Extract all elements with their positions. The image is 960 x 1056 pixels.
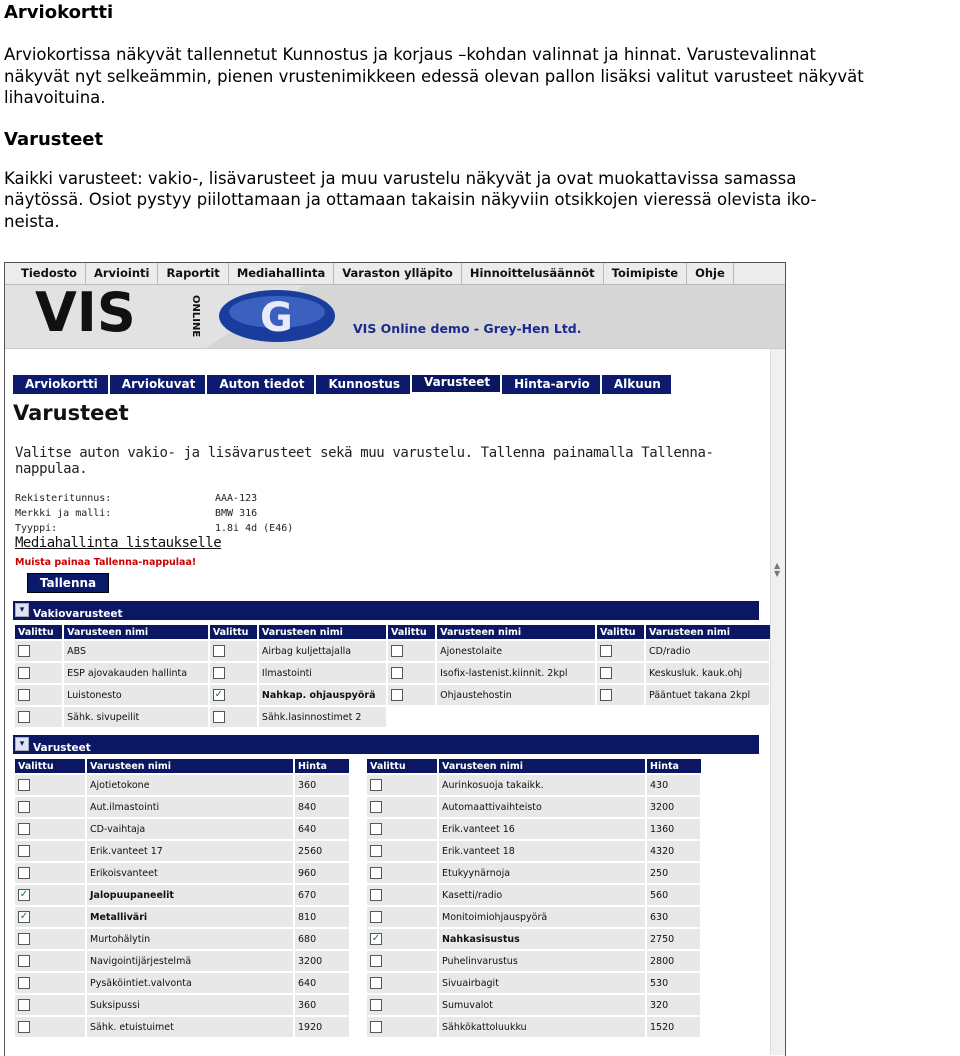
cell-price: 320 bbox=[646, 994, 701, 1016]
cell-name bbox=[438, 774, 646, 796]
checkbox[interactable] bbox=[600, 689, 612, 701]
cell-checkbox bbox=[387, 662, 436, 684]
col-header-name: Varusteen nimi bbox=[86, 759, 294, 774]
scroll-up-icon[interactable]: ▲ bbox=[774, 561, 781, 570]
info-label: Tyyppi: bbox=[15, 523, 58, 534]
equipment-name: Sumuvalot bbox=[442, 999, 493, 1011]
col-header-checked: Valittu bbox=[14, 759, 86, 774]
equipment-name: Ajotietokone bbox=[90, 779, 150, 791]
cell-name bbox=[86, 818, 294, 840]
checkbox[interactable] bbox=[370, 867, 382, 879]
cell-name bbox=[258, 662, 387, 684]
equipment-name: Luistonesto bbox=[67, 689, 122, 701]
menu-item-6[interactable]: Toimipiste bbox=[604, 263, 687, 284]
tab-1[interactable]: Arviokuvat bbox=[110, 375, 206, 394]
equipment-name: ABS bbox=[67, 645, 86, 657]
checkbox[interactable] bbox=[213, 711, 225, 723]
menu-item-3[interactable]: Mediahallinta bbox=[229, 263, 334, 284]
col-header-checked: Valittu bbox=[366, 759, 438, 774]
cell-gap bbox=[350, 928, 366, 950]
page-intro: Valitse auton vakio- ja lisävarusteet sekä muu varustelu. Tallenna painamalla Tallenna-nappulaa. bbox=[15, 445, 714, 477]
checkbox[interactable] bbox=[18, 667, 30, 679]
banner bbox=[5, 285, 785, 349]
cell-price: 840 bbox=[294, 796, 350, 818]
cell-price: 2800 bbox=[646, 950, 701, 972]
checkbox[interactable] bbox=[18, 955, 30, 967]
checkbox[interactable] bbox=[370, 1021, 382, 1033]
cell-name bbox=[438, 818, 646, 840]
checkbox[interactable] bbox=[391, 645, 403, 657]
checkbox[interactable] bbox=[370, 955, 382, 967]
checkbox[interactable] bbox=[370, 845, 382, 857]
para1-line3: lihavoituina. bbox=[4, 88, 106, 107]
tab-4[interactable]: Varusteet bbox=[412, 375, 500, 392]
equipment-name: Erik.vanteet 17 bbox=[90, 845, 163, 857]
checkbox[interactable] bbox=[370, 779, 382, 791]
equipment-name: Suksipussi bbox=[90, 999, 140, 1011]
equipment-name: Kasetti/radio bbox=[442, 889, 503, 901]
content-area bbox=[5, 349, 785, 1055]
equipment-name: Sähk.lasinnostimet 2 bbox=[261, 711, 362, 723]
cell-checkbox bbox=[209, 706, 258, 728]
cell-checkbox bbox=[209, 640, 258, 662]
equipment-name: Pääntuet takana 2kpl bbox=[649, 689, 751, 701]
equipment-name: Murtohälytin bbox=[90, 933, 151, 945]
equipment-name: CD/radio bbox=[649, 645, 691, 657]
checkbox[interactable] bbox=[370, 801, 382, 813]
col-header-name: Varusteen nimi bbox=[438, 759, 646, 774]
equipment-name: Jalopuupaneelit bbox=[90, 889, 174, 901]
cell-checkbox bbox=[14, 1016, 86, 1038]
tab-6[interactable]: Alkuun bbox=[602, 375, 671, 394]
equipment-name: Ajonestolaite bbox=[440, 645, 503, 657]
checkbox[interactable] bbox=[18, 1021, 30, 1033]
para2-line3: neista. bbox=[4, 211, 60, 231]
scrollbar[interactable] bbox=[770, 349, 785, 1055]
equipment-name: Aurinkosuoja takaikk. bbox=[442, 779, 544, 791]
equipment-name: Keskusluk. kauk.ohj bbox=[649, 667, 743, 679]
cell-checkbox bbox=[596, 706, 645, 728]
equipment-name: Erik.vanteet 18 bbox=[442, 845, 515, 857]
menu-item-4[interactable]: Varaston ylläpito bbox=[334, 263, 462, 284]
table-row bbox=[14, 994, 701, 1016]
col-header-price: Hinta bbox=[294, 759, 350, 774]
cell-name bbox=[438, 994, 646, 1016]
checkbox[interactable]: ✓ bbox=[371, 933, 381, 944]
cell-price: 640 bbox=[294, 818, 350, 840]
checkbox[interactable] bbox=[18, 977, 30, 989]
standard-equipment-table bbox=[13, 625, 771, 729]
collapse-icon[interactable]: ▾ bbox=[15, 737, 29, 751]
cell-checkbox bbox=[14, 950, 86, 972]
cell-checkbox bbox=[366, 928, 438, 950]
equipment-name: Sähk. sivupeilit bbox=[67, 711, 140, 723]
page-title: Varusteet bbox=[13, 401, 129, 425]
table-row bbox=[14, 796, 701, 818]
vehicle-info bbox=[15, 491, 293, 536]
checkbox[interactable] bbox=[18, 823, 30, 835]
cell-checkbox bbox=[14, 662, 63, 684]
cell-name bbox=[86, 774, 294, 796]
equipment-name: Erikoisvanteet bbox=[90, 867, 158, 879]
info-row bbox=[15, 521, 293, 536]
equipment-name: Ohjaustehostin bbox=[440, 689, 512, 701]
tab-5[interactable]: Hinta-arvio bbox=[502, 375, 600, 394]
cell-name bbox=[63, 684, 209, 706]
equipment-name: Nahkap. ohjauspyörä bbox=[261, 689, 376, 701]
info-row bbox=[15, 491, 293, 506]
tab-3[interactable]: Kunnostus bbox=[316, 375, 410, 394]
equipment-name: Ilmastointi bbox=[261, 667, 312, 679]
table-row bbox=[14, 950, 701, 972]
checkbox[interactable]: ✓ bbox=[214, 689, 223, 700]
col-header-name: Varusteen nimi bbox=[645, 625, 770, 640]
cell-gap bbox=[350, 950, 366, 972]
remember-note: Muista painaa Tallenna-nappulaa! bbox=[15, 557, 197, 568]
cell-checkbox bbox=[14, 906, 86, 928]
cell-name bbox=[438, 972, 646, 994]
cell-name bbox=[258, 706, 387, 728]
checkbox[interactable] bbox=[600, 645, 612, 657]
cell-name bbox=[438, 862, 646, 884]
cell-price: 3200 bbox=[646, 796, 701, 818]
cell-checkbox bbox=[14, 684, 63, 706]
cell-gap bbox=[350, 972, 366, 994]
section-bar-options bbox=[13, 735, 759, 754]
cell-name bbox=[86, 928, 294, 950]
cell-name bbox=[258, 640, 387, 662]
table-row bbox=[14, 640, 770, 662]
cell-name bbox=[86, 840, 294, 862]
cell-name bbox=[86, 906, 294, 928]
table-row bbox=[14, 818, 701, 840]
col-header-checked: Valittu bbox=[596, 625, 645, 640]
cell-checkbox bbox=[596, 662, 645, 684]
cell-name bbox=[86, 1016, 294, 1038]
equipment-name: Puhelinvarustus bbox=[442, 955, 518, 967]
cell-checkbox bbox=[14, 972, 86, 994]
checkbox[interactable] bbox=[370, 823, 382, 835]
checkbox[interactable] bbox=[370, 999, 382, 1011]
menu-item-1[interactable]: Arviointi bbox=[86, 263, 158, 284]
cell-gap bbox=[350, 796, 366, 818]
logo-g-text: G bbox=[260, 295, 293, 341]
cell-checkbox bbox=[366, 840, 438, 862]
table-row bbox=[14, 928, 701, 950]
cell-checkbox bbox=[14, 706, 63, 728]
cell-price: 4320 bbox=[646, 840, 701, 862]
cell-checkbox bbox=[209, 684, 258, 706]
menu-item-7[interactable]: Ohje bbox=[687, 263, 734, 284]
equipment-name: Nahkasisustus bbox=[442, 933, 520, 945]
cell-name bbox=[436, 706, 596, 728]
cell-price: 2560 bbox=[294, 840, 350, 862]
tab-2[interactable]: Auton tiedot bbox=[207, 375, 314, 394]
table-row bbox=[14, 862, 701, 884]
cell-name bbox=[438, 906, 646, 928]
checkbox[interactable] bbox=[18, 933, 30, 945]
cell-checkbox bbox=[209, 662, 258, 684]
equipment-name: Sähkökattoluukku bbox=[442, 1021, 527, 1033]
equipment-name: Metalliväri bbox=[90, 911, 148, 923]
col-header-checked: Valittu bbox=[209, 625, 258, 640]
cell-checkbox bbox=[366, 862, 438, 884]
cell-checkbox bbox=[596, 684, 645, 706]
cell-checkbox bbox=[14, 928, 86, 950]
cell-checkbox bbox=[14, 796, 86, 818]
menu-item-5[interactable]: Hinnoittelusäännöt bbox=[462, 263, 604, 284]
checkbox[interactable] bbox=[18, 801, 30, 813]
cell-gap bbox=[350, 818, 366, 840]
cell-name bbox=[63, 662, 209, 684]
cell-name bbox=[645, 684, 770, 706]
cell-checkbox bbox=[14, 884, 86, 906]
cell-name bbox=[63, 706, 209, 728]
cell-checkbox bbox=[387, 684, 436, 706]
col-gap bbox=[350, 759, 366, 774]
table-row bbox=[14, 774, 701, 796]
cell-checkbox bbox=[366, 774, 438, 796]
checkbox[interactable] bbox=[18, 999, 30, 1011]
cell-price: 1920 bbox=[294, 1016, 350, 1038]
section-title-options: Varusteet bbox=[33, 742, 91, 754]
paragraph-varusteet bbox=[4, 168, 960, 233]
cell-checkbox bbox=[366, 994, 438, 1016]
para1-line1: Arviokortissa näkyvät tallennetut Kunnostus ja korjaus –kohdan valinnat ja hinnat. Varustevalinnat bbox=[4, 45, 816, 64]
cell-price: 360 bbox=[294, 994, 350, 1016]
cell-price: 360 bbox=[294, 774, 350, 796]
section-bar-standard bbox=[13, 601, 759, 620]
tab-0[interactable]: Arviokortti bbox=[13, 375, 108, 394]
collapse-icon[interactable]: ▾ bbox=[15, 603, 29, 617]
document bbox=[4, 0, 960, 232]
cell-price: 560 bbox=[646, 884, 701, 906]
cell-price: 530 bbox=[646, 972, 701, 994]
cell-name bbox=[438, 1016, 646, 1038]
cell-name bbox=[645, 706, 770, 728]
col-header-checked: Valittu bbox=[14, 625, 63, 640]
para2-line1: Kaikki varusteet: vakio-, lisävarusteet ja muu varustelu näkyvät ja ovat muokattavissa samassa bbox=[4, 168, 797, 188]
cell-checkbox bbox=[14, 862, 86, 884]
cell-price: 960 bbox=[294, 862, 350, 884]
menu-item-0[interactable]: Tiedosto bbox=[13, 263, 86, 284]
table-row bbox=[14, 906, 701, 928]
cell-name bbox=[86, 862, 294, 884]
cell-name bbox=[436, 662, 596, 684]
cell-gap bbox=[350, 906, 366, 928]
equipment-name: ESP ajovakauden hallinta bbox=[67, 667, 188, 679]
cell-name bbox=[86, 796, 294, 818]
cell-price: 1520 bbox=[646, 1016, 701, 1038]
cell-name bbox=[258, 684, 387, 706]
cell-price: 1360 bbox=[646, 818, 701, 840]
info-value: AAA-123 bbox=[215, 493, 258, 504]
table-row bbox=[14, 706, 770, 728]
banner-title: VIS Online demo - Grey-Hen Ltd. bbox=[353, 321, 582, 336]
cell-name bbox=[438, 950, 646, 972]
checkbox[interactable] bbox=[18, 867, 30, 879]
cell-name bbox=[436, 640, 596, 662]
checkbox[interactable] bbox=[370, 911, 382, 923]
equipment-name: Automaattivaihteisto bbox=[442, 801, 542, 813]
cell-gap bbox=[350, 840, 366, 862]
cell-checkbox bbox=[366, 1016, 438, 1038]
checkbox[interactable]: ✓ bbox=[19, 889, 29, 900]
checkbox[interactable] bbox=[600, 667, 612, 679]
cell-checkbox bbox=[14, 818, 86, 840]
cell-name bbox=[645, 640, 770, 662]
info-label: Merkki ja malli: bbox=[15, 508, 112, 519]
checkbox[interactable] bbox=[213, 667, 225, 679]
equipment-name: Navigointijärjestelmä bbox=[90, 955, 192, 967]
cell-checkbox bbox=[14, 774, 86, 796]
checkbox[interactable]: ✓ bbox=[19, 911, 29, 922]
checkbox[interactable] bbox=[391, 689, 403, 701]
menu-bar bbox=[5, 263, 785, 285]
cell-name bbox=[86, 994, 294, 1016]
app-screenshot bbox=[4, 262, 786, 1056]
cell-gap bbox=[350, 774, 366, 796]
cell-price: 810 bbox=[294, 906, 350, 928]
cell-gap bbox=[350, 1016, 366, 1038]
cell-checkbox bbox=[14, 840, 86, 862]
logo-online-text: ONLINE bbox=[190, 295, 201, 338]
para1-line2: näkyvät nyt selkeämmin, pienen vrustenimikkeen edessä olevan pallon lisäksi valitut varusteet näkyvät bbox=[4, 66, 864, 86]
cell-name bbox=[438, 884, 646, 906]
cell-name bbox=[63, 640, 209, 662]
cell-price: 3200 bbox=[294, 950, 350, 972]
checkbox[interactable] bbox=[18, 711, 30, 723]
cell-checkbox bbox=[366, 796, 438, 818]
equipment-name: Sivuairbagit bbox=[442, 977, 499, 989]
cell-checkbox bbox=[14, 640, 63, 662]
heading-arviokortti: Arviokortti bbox=[4, 2, 114, 23]
optional-equipment-table bbox=[13, 759, 702, 1039]
cell-price: 670 bbox=[294, 884, 350, 906]
cell-gap bbox=[350, 994, 366, 1016]
cell-price: 250 bbox=[646, 862, 701, 884]
cell-checkbox bbox=[366, 906, 438, 928]
checkbox[interactable] bbox=[18, 689, 30, 701]
paragraph-arviokortti bbox=[4, 44, 960, 109]
cell-gap bbox=[350, 862, 366, 884]
checkbox[interactable] bbox=[18, 845, 30, 857]
cell-price: 430 bbox=[646, 774, 701, 796]
checkbox[interactable] bbox=[391, 667, 403, 679]
equipment-name: Sähk. etuistuimet bbox=[90, 1021, 174, 1033]
cell-name bbox=[645, 662, 770, 684]
info-value: 1.8i 4d (E46) bbox=[215, 523, 294, 534]
col-header-checked: Valittu bbox=[387, 625, 436, 640]
equipment-name: Aut.ilmastointi bbox=[90, 801, 160, 813]
cell-checkbox bbox=[14, 994, 86, 1016]
info-label: Rekisteritunnus: bbox=[15, 493, 112, 504]
cell-checkbox bbox=[366, 818, 438, 840]
cell-name bbox=[436, 684, 596, 706]
col-header-name: Varusteen nimi bbox=[258, 625, 387, 640]
save-button[interactable]: Tallenna bbox=[27, 573, 109, 593]
cell-checkbox bbox=[387, 706, 436, 728]
equipment-name: Erik.vanteet 16 bbox=[442, 823, 515, 835]
info-row bbox=[15, 506, 293, 521]
checkbox[interactable] bbox=[370, 977, 382, 989]
cell-checkbox bbox=[596, 640, 645, 662]
equipment-name: CD-vaihtaja bbox=[90, 823, 146, 835]
table-row bbox=[14, 840, 701, 862]
cell-name bbox=[86, 950, 294, 972]
checkbox[interactable] bbox=[213, 645, 225, 657]
checkbox[interactable] bbox=[18, 779, 30, 791]
cell-price: 2750 bbox=[646, 928, 701, 950]
scroll-down-icon[interactable]: ▼ bbox=[774, 569, 781, 578]
para2-line2: näytössä. Osiot pystyy piilottamaan ja ottamaan takaisin näkyviin otsikkojen vieressä olevista iko- bbox=[4, 190, 817, 209]
cell-gap bbox=[350, 884, 366, 906]
equipment-name: Isofix-lastenist.kiinnit. 2kpl bbox=[440, 667, 568, 679]
banner-logo-graphic bbox=[5, 285, 785, 348]
cell-checkbox bbox=[387, 640, 436, 662]
cell-name bbox=[438, 928, 646, 950]
cell-price: 680 bbox=[294, 928, 350, 950]
equipment-name: Monitoimiohjauspyörä bbox=[442, 911, 548, 923]
equipment-name: Etukyynärnoja bbox=[442, 867, 511, 879]
cell-name bbox=[86, 972, 294, 994]
logo-vis-text: VIS bbox=[35, 285, 136, 344]
cell-price: 640 bbox=[294, 972, 350, 994]
equipment-name: Pysäköintiet.valvonta bbox=[90, 977, 192, 989]
info-value: BMW 316 bbox=[215, 508, 258, 519]
table-row bbox=[14, 884, 701, 906]
checkbox[interactable] bbox=[18, 645, 30, 657]
section-title-standard: Vakiovarusteet bbox=[33, 608, 123, 620]
heading-varusteet: Varusteet bbox=[4, 128, 104, 150]
cell-checkbox bbox=[366, 950, 438, 972]
cell-checkbox bbox=[366, 972, 438, 994]
menu-item-2[interactable]: Raportit bbox=[158, 263, 228, 284]
tab-bar bbox=[13, 375, 673, 394]
media-link[interactable]: Mediahallinta listaukselle bbox=[15, 535, 222, 551]
table-row bbox=[14, 662, 770, 684]
cell-name bbox=[86, 884, 294, 906]
cell-name bbox=[438, 796, 646, 818]
cell-price: 630 bbox=[646, 906, 701, 928]
table-row bbox=[14, 1016, 701, 1038]
cell-checkbox bbox=[366, 884, 438, 906]
equipment-name: Airbag kuljettajalla bbox=[261, 645, 352, 657]
cell-name bbox=[438, 840, 646, 862]
col-header-name: Varusteen nimi bbox=[63, 625, 209, 640]
table-row bbox=[14, 684, 770, 706]
col-header-price: Hinta bbox=[646, 759, 701, 774]
table-row bbox=[14, 972, 701, 994]
col-header-name: Varusteen nimi bbox=[436, 625, 596, 640]
checkbox[interactable] bbox=[370, 889, 382, 901]
